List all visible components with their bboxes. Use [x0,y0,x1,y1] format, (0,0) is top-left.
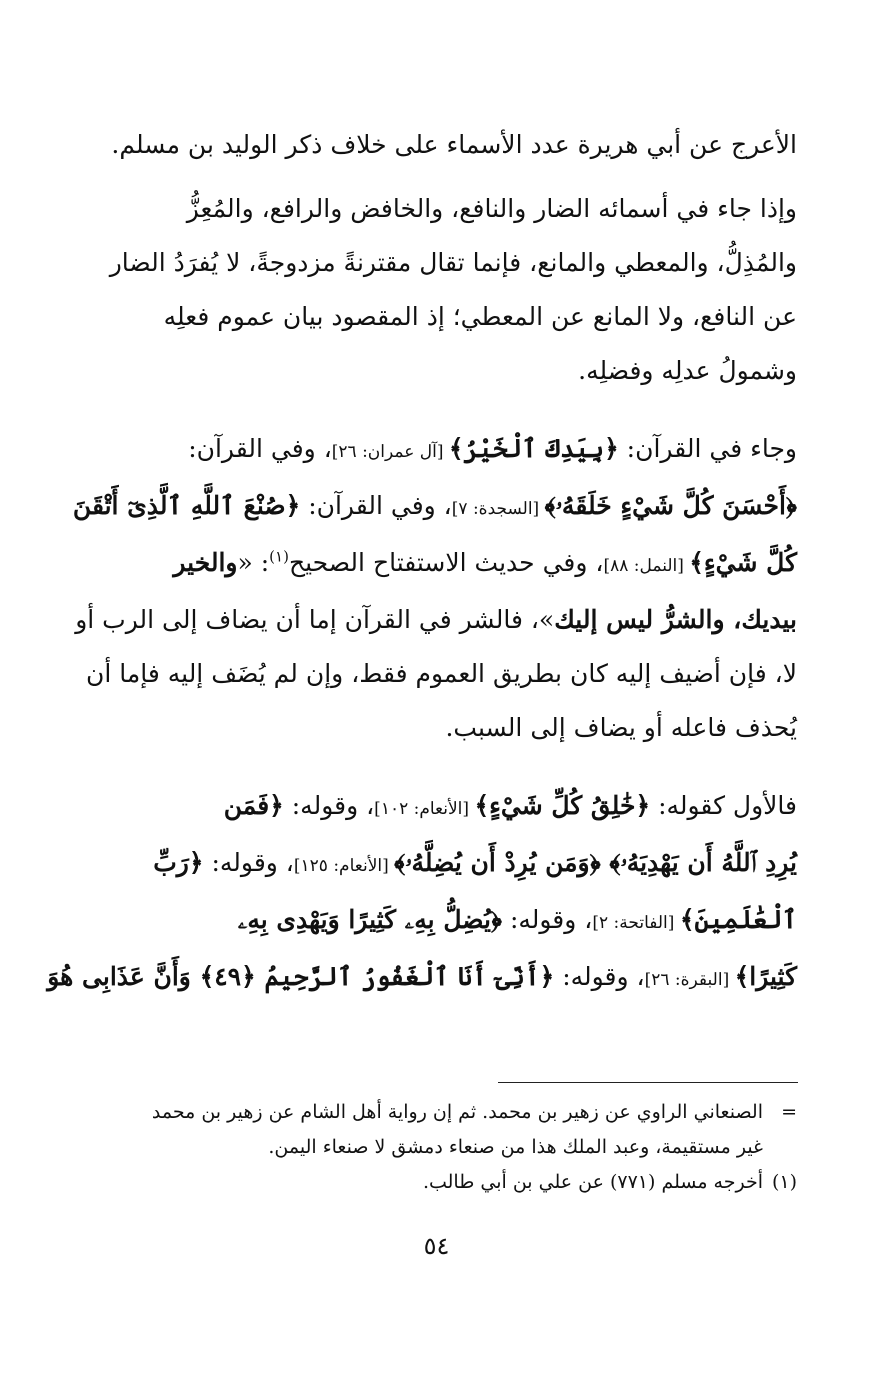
text-run: وجاء في القرآن: [618,434,797,463]
quran-verse: ﴿أَحْسَنَ كُلَّ شَيْءٍ خَلَقَهُۥ﴾ [544,491,797,520]
text-line: يُحذف فاعله أو يضاف إلى السبب. [445,713,797,742]
page-number: ٥٤ [423,1232,450,1260]
text-line [75,893,797,950]
text-run: »، فالشر في القرآن إما أن يضاف إلى الرب أو [75,605,555,634]
text-line: والمُذِلُّ، والمعطي والمانع، فإنما تقال مقترنةً مزدوجةً، لا يُفرَدُ الضار [109,248,797,277]
footnote-1 [75,1165,797,1200]
quran-verse: ﴿يُضِلُّ بِهِۦ كَثِيرًا وَيَهْدِى بِهِۦ [237,905,502,934]
continuation-marker: = [781,1101,797,1123]
text-line [75,536,797,593]
quran-verse: ﴿أَنِّىٓ أَنَا ٱلْغَفُورُ ٱلرَّحِيمُ ﴿٤٩﴾ وَأَنَّ عَذَابِى هُوَ [47,962,555,991]
verse-reference: [آل عمران: ٢٦] [331,442,449,462]
quran-verse: ﴿فَمَن [223,791,284,820]
text-line [47,950,797,1007]
quran-verse: كَثِيرًا﴾ [734,962,797,991]
text-line: عن النافع، ولا المانع عن المعطي؛ إذ المقصود بيان عموم فعلِه [163,302,797,331]
footnote-continuation [75,1095,797,1130]
footnote-text: أخرجه مسلم (٧٧١) عن علي بن أبي طالب. [422,1171,763,1193]
quran-verse: ﴿صُنْعَ ٱللَّهِ ٱلَّذِىٓ أَتْقَنَ [72,491,301,520]
text-run: : « [237,548,270,577]
footnote-number: (١) [771,1171,797,1193]
verse-reference: [الأنعام: ١٢٥] [293,856,395,876]
text-run: ، وقوله: [554,962,645,991]
quran-verse: يُرِدِ ٱللَّهُ أَن يَهْدِيَهُۥ﴾ ﴿وَمَن يُرِدْ أَن يُضِلَّهُۥ﴾ [394,848,797,877]
text-run: فالأول كقوله: [650,791,797,820]
text-line: وشمولُ عدلِه وفضلِه. [578,356,797,385]
verse-reference: [النمل: ٨٨] [603,556,690,576]
footnote-continuation [75,1130,797,1165]
text-run: ، وقوله: [502,905,593,934]
text-line [75,779,797,836]
text-run: ، وقوله: [283,791,375,820]
text-line: لا، فإن أضيف إليه كان بطريق العموم فقط، وإن لم يُضَف إليه فإما أن [85,659,797,688]
paragraph-3 [72,422,797,755]
text-line [72,479,797,536]
verse-reference: [البقرة: ٢٦] [644,970,735,990]
quran-verse: ﴿بِيَدِكَ ٱلْخَيْرُ﴾ [448,434,619,463]
verse-reference: [الفاتحة: ٢] [592,913,680,933]
text-line [75,422,797,479]
quran-verse: كُلَّ شَيْءٍ﴾ [689,548,797,577]
quran-verse: ﴿خَٰلِقُ كُلِّ شَيْءٍ﴾ [474,791,651,820]
hadith-text: والخير [173,548,238,577]
text-run: ، وفي القرآن: [188,434,332,463]
text-run: ، وقوله: [203,848,294,877]
hadith-text: بيديك، والشرُّ ليس إليك [554,605,797,634]
footnote-divider [498,1082,798,1083]
verse-reference: [السجدة: ٧] [451,499,545,519]
paragraph-1 [75,118,797,172]
text-run: ، وفي القرآن: [300,491,452,520]
verse-reference: [الأنعام: ١٠٢] [374,799,475,819]
page-body [47,118,797,1007]
paragraph-2 [75,182,797,398]
quran-verse: ٱلْعَٰلَمِينَ﴾ [679,905,797,934]
text-line [75,593,797,647]
quran-verse: ﴿رَبِّ [153,848,204,877]
text-line: الأعرج عن أبي هريرة عدد الأسماء على خلاف ذكر الوليد بن مسلم. [111,130,797,159]
text-run: ، وفي حديث الاستفتاح الصحيح [288,548,604,577]
footnotes [75,1095,797,1200]
text-line: وإذا جاء في أسمائه الضار والنافع، والخافض والرافع، والمُعِزُّ [186,194,797,223]
footnote-marker[interactable]: (١) [269,547,289,566]
paragraph-4 [47,779,797,1007]
footnote-text: غير مستقيمة، وعبد الملك هذا من صنعاء دمشق لا صنعاء اليمن. [268,1136,763,1158]
footnote-text: الصنعاني الراوي عن زهير بن محمد. ثم إن رواية أهل الشام عن زهير بن محمد [151,1101,763,1123]
text-line [75,836,797,893]
